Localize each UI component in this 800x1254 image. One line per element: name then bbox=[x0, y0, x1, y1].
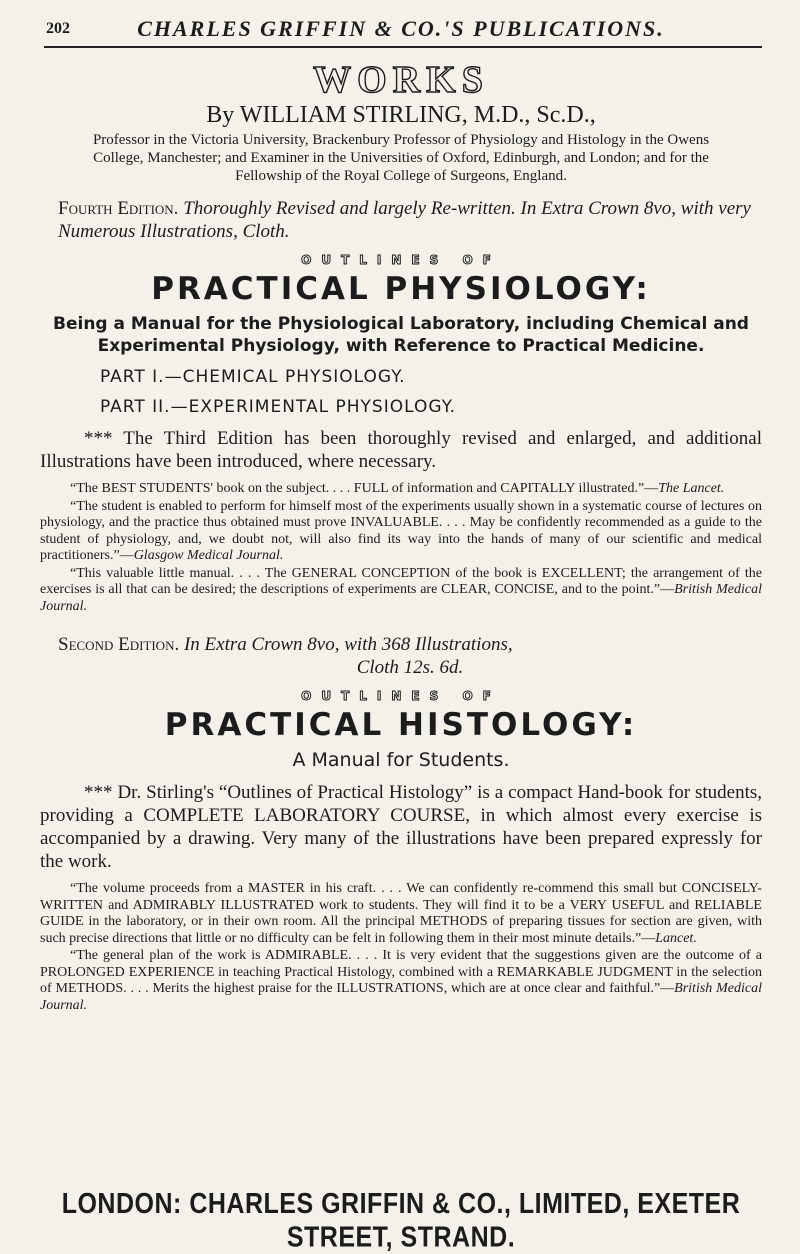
physiology-edition-name: Fourth Edition. bbox=[58, 198, 179, 219]
page bbox=[40, 0, 762, 1015]
part-2: PART II.—EXPERIMENTAL PHYSIOLOGY. bbox=[100, 397, 457, 417]
histology-edition-price: Cloth 12s. 6d. bbox=[356, 657, 464, 678]
review-quote: “The general plan of the work is ADMIRABLE. . . . It is very evident that the suggestions given are the outcome of a PROLONGED EXPERIENCE in teaching Practical Histology, combined with a REMARKABLE JUDGMENT in the selection of METHODS. . . . Merits the highest praise for the ILLUSTRATIONS, which are at once clear and faithful.”—British Medical Journal. bbox=[40, 948, 762, 1013]
histology-edition-name: Second Edition. bbox=[58, 634, 180, 655]
review-source: Glasgow Medical Journal. bbox=[133, 548, 284, 563]
running-title: CHARLES GRIFFIN & CO.'S PUBLICATIONS. bbox=[137, 16, 665, 41]
histology-title: PRACTICAL HISTOLOGY: bbox=[164, 707, 638, 743]
review-quote: “The student is enabled to perform for himself most of the experiments usually shown in a systematic course of lectures on physiology, and the practice thus obtained must prove INVALUABLE. . . . May be confidently recommended as a guide to the student of physiology, and, we doubt not, will also find its way into the hands of many of our scientific and medical practitioners.”—Glasgow Medical Journal. bbox=[40, 498, 762, 563]
histology-edition bbox=[40, 633, 762, 679]
physiology-outlines-of: OUTLINES OF bbox=[301, 253, 501, 267]
histology-outlines-of: OUTLINES OF bbox=[301, 689, 501, 703]
physiology-edition-desc: Thoroughly Revised and largely Re-written. In Extra Crown 8vo, with very Numerous Illustrations, Cloth. bbox=[58, 198, 751, 242]
review-source: British Medical Journal. bbox=[40, 582, 762, 614]
author-affiliation: Professor in the Victoria University, Brackenbury Professor of Physiology and Histology in the Owens College, Manchester; and Examiner in the Universities of Oxford, Edinburgh, and London; and for the Fellowship of the Royal College of Surgeons, England. bbox=[92, 132, 710, 184]
physiology-edition bbox=[40, 197, 762, 243]
histology-edition-desc: In Extra Crown 8vo, with 368 Illustrations, bbox=[183, 634, 513, 655]
review-source: British Medical Journal. bbox=[40, 981, 762, 1013]
works-heading: WORKS bbox=[313, 59, 489, 101]
running-header bbox=[40, 0, 762, 46]
histology-subtitle: A Manual for Students. bbox=[292, 749, 510, 771]
physiology-reviews bbox=[40, 481, 762, 615]
review-source: Lancet. bbox=[655, 930, 697, 946]
histology-note: *** Dr. Stirling's “Outlines of Practical Histology” is a compact Hand-book for students, providing a COMPLETE LABORATORY COURSE, in which almost every exercise is accompanied by a drawing. Very many of the illustrations have been prepared expressly for the work. bbox=[40, 782, 762, 872]
author-line: By WILLIAM STIRLING, M.D., Sc.D., bbox=[206, 102, 596, 128]
physiology-note: *** The Third Edition has been thoroughly revised and enlarged, and additional Illustrations have been introduced, where necessary. bbox=[40, 428, 762, 472]
header-rule bbox=[44, 46, 762, 48]
part-1: PART I.—CHEMICAL PHYSIOLOGY. bbox=[100, 367, 406, 387]
histology-reviews bbox=[40, 881, 762, 1014]
review-source: The Lancet. bbox=[658, 481, 725, 496]
review-quote: “The BEST STUDENTS' book on the subject. . . . FULL of information and CAPITALLY illustrated.”—The Lancet. bbox=[70, 481, 725, 496]
review-quote: “This valuable little manual. . . . The GENERAL CONCEPTION of the book is EXCELLENT; the arrangement of the exercises is all that can be desired; the descriptions of experiments are CLEAR, CONCISE, and to the point.”—British Medical Journal. bbox=[40, 565, 762, 614]
physiology-title: PRACTICAL PHYSIOLOGY: bbox=[151, 271, 651, 307]
page-number: 202 bbox=[46, 20, 70, 37]
review-quote: “The volume proceeds from a MASTER in his craft. . . . We can confidently re-commend this small but CONCISELY-WRITTEN and ADMIRABLY ILLUSTRATED work to students. They will find it to be a VERY USEFUL and RELIABLE GUIDE in the laboratory, or in their own room. All the principal METHODS of preparing tissues for section are given, with such precise directions that little or no difficulty can be felt in following them in their most minute details.”—Lancet. bbox=[40, 881, 762, 946]
publisher-footer: LONDON: CHARLES GRIFFIN & CO., LIMITED, EXETER STREET, STRAND. bbox=[61, 1187, 741, 1254]
physiology-subtitle: Being a Manual for the Physiological Laboratory, including Chemical and Experimental Physiology, with Reference to Practical Medicine. bbox=[53, 314, 749, 356]
